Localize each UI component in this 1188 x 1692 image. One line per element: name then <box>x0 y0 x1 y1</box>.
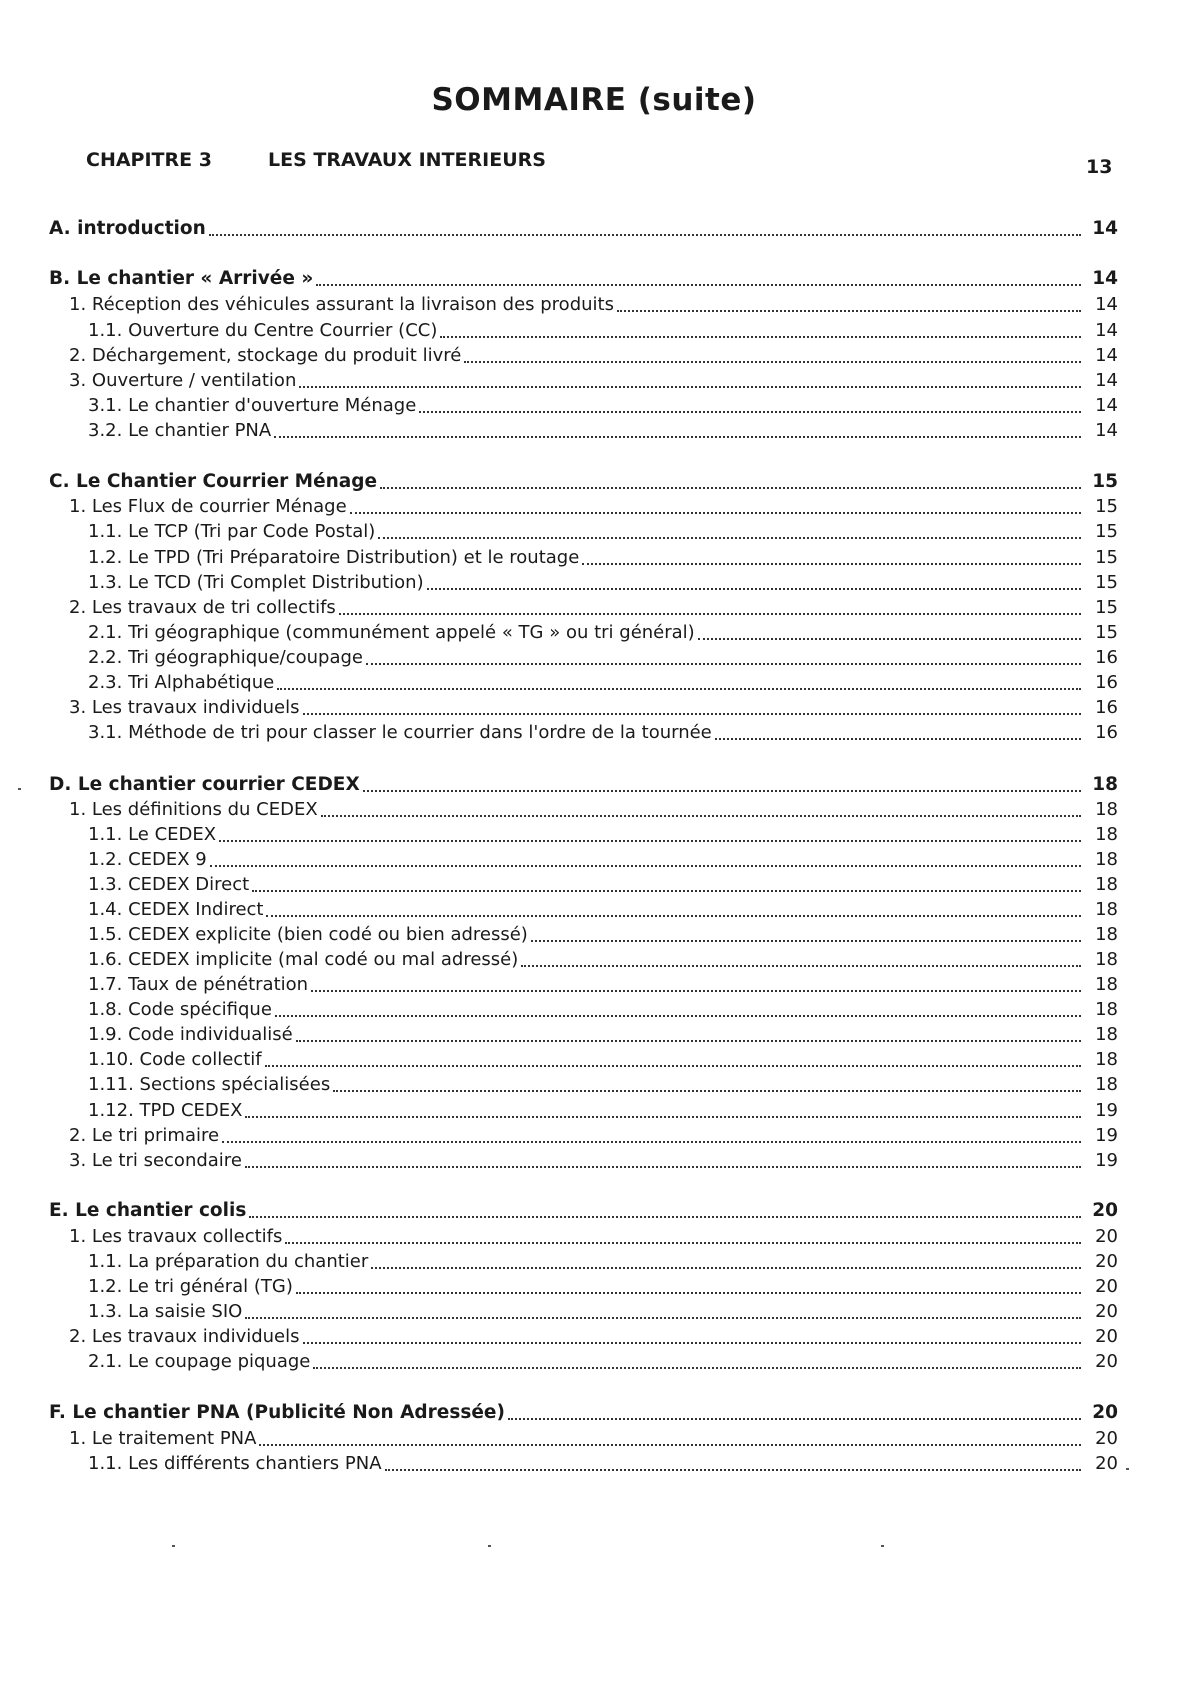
chapter-number: CHAPITRE 3 <box>86 149 212 171</box>
scan-speck <box>172 1545 175 1547</box>
toc-entry <box>88 1297 1118 1323</box>
toc-entry-page: 19 <box>1095 1125 1118 1146</box>
toc-entry-title: 1.6. CEDEX implicite (mal codé ou mal adressé) <box>88 949 519 970</box>
toc-entry-title: F. Le chantier PNA (Publicité Non Adressée) <box>49 1402 505 1423</box>
toc-entry-page: 20 <box>1095 1251 1118 1272</box>
dot-leader <box>296 1282 1081 1294</box>
dot-leader <box>285 1232 1081 1244</box>
dot-leader <box>427 578 1081 590</box>
dot-leader <box>296 1030 1081 1042</box>
toc-entry-title: 1.5. CEDEX explicite (bien codé ou bien adressé) <box>88 924 528 945</box>
dot-leader <box>303 703 1081 715</box>
toc-entry <box>69 366 1118 392</box>
toc-entry-title: 3.2. Le chantier PNA <box>88 420 272 441</box>
toc-entry-page: 18 <box>1095 824 1118 845</box>
toc-entry <box>88 1096 1118 1122</box>
dot-leader <box>321 805 1081 817</box>
toc-entry <box>88 1020 1118 1046</box>
toc-entry-page: 15 <box>1095 597 1118 618</box>
dot-leader <box>464 351 1081 363</box>
toc-entry-title: 1.2. CEDEX 9 <box>88 849 207 870</box>
toc-entry-title: 1.2. Le tri général (TG) <box>88 1276 293 1297</box>
toc-entry-page: 18 <box>1095 874 1118 895</box>
dot-leader <box>303 1332 1081 1344</box>
toc-entry <box>69 341 1118 367</box>
toc-entry-title: 1.9. Code individualisé <box>88 1024 293 1045</box>
toc-entry-title: 2.1. Tri géographique (communément appelé « TG » ou tri général) <box>88 622 695 643</box>
toc-entry <box>69 1424 1118 1450</box>
dot-leader <box>266 905 1081 917</box>
toc-entry-page: 19 <box>1095 1100 1118 1121</box>
toc-entry-page: 15 <box>1092 471 1118 492</box>
dot-leader <box>245 1156 1081 1168</box>
dot-leader <box>378 527 1081 539</box>
toc-entry <box>88 870 1118 896</box>
dot-leader <box>245 1106 1081 1118</box>
toc-entry <box>69 1146 1118 1172</box>
toc-entry-page: 14 <box>1095 320 1118 341</box>
toc-entry <box>88 945 1118 971</box>
toc-entry <box>69 593 1118 619</box>
toc-entry-title: 1.3. CEDEX Direct <box>88 874 250 895</box>
toc-entry-page: 18 <box>1095 949 1118 970</box>
toc-entry-title: 1.11. Sections spécialisées <box>88 1074 331 1095</box>
toc-entry-page: 18 <box>1095 974 1118 995</box>
toc-entry <box>88 995 1118 1021</box>
toc-section <box>49 1196 1118 1222</box>
dot-leader <box>209 224 1081 236</box>
toc-entry-title: 1.3. La saisie SIO <box>88 1301 243 1322</box>
toc-entry-page: 15 <box>1095 496 1118 517</box>
toc-entry-page: 14 <box>1095 370 1118 391</box>
toc-entry-page: 18 <box>1095 1024 1118 1045</box>
toc-entry-title: 1. Les définitions du CEDEX <box>69 799 318 820</box>
toc-entry-page: 16 <box>1095 672 1118 693</box>
toc-entry <box>88 970 1118 996</box>
dot-leader <box>521 955 1081 967</box>
toc-entry-page: 19 <box>1095 1150 1118 1171</box>
dot-leader <box>265 1055 1081 1067</box>
toc-entry-page: 20 <box>1095 1453 1118 1474</box>
toc-entry-page: 18 <box>1095 899 1118 920</box>
dot-leader <box>363 780 1081 792</box>
dot-leader <box>339 603 1081 615</box>
scan-speck <box>488 1545 491 1547</box>
toc-entry <box>88 1272 1118 1298</box>
scan-speck <box>1126 1468 1129 1470</box>
dot-leader <box>380 477 1081 489</box>
toc-entry-title: 1.10. Code collectif <box>88 1049 262 1070</box>
toc-entry-page: 15 <box>1095 572 1118 593</box>
toc-entry <box>88 1045 1118 1071</box>
dot-leader <box>245 1307 1081 1319</box>
toc-section <box>49 467 1118 493</box>
toc-entry <box>88 568 1118 594</box>
toc-entry-page: 14 <box>1095 395 1118 416</box>
dot-leader <box>274 426 1081 438</box>
dot-leader <box>299 376 1081 388</box>
toc-entry <box>88 391 1118 417</box>
toc-entry-page: 15 <box>1095 622 1118 643</box>
toc-entry-title: 1.12. TPD CEDEX <box>88 1100 243 1121</box>
toc-section <box>49 214 1118 240</box>
toc-entry-title: C. Le Chantier Courrier Ménage <box>49 471 378 492</box>
toc-section <box>49 264 1118 290</box>
toc-entry-title: 1. Réception des véhicules assurant la livraison des produits <box>69 294 614 315</box>
toc-entry-page: 14 <box>1095 294 1118 315</box>
dot-leader <box>617 300 1081 312</box>
toc-entry-title: D. Le chantier courrier CEDEX <box>49 774 360 795</box>
toc-entry <box>69 795 1118 821</box>
dot-leader <box>440 326 1081 338</box>
toc-entry-title: 1. Les Flux de courrier Ménage <box>69 496 347 517</box>
dot-leader <box>259 1434 1081 1446</box>
toc-entry <box>88 643 1118 669</box>
toc-entry-title: 3. Ouverture / ventilation <box>69 370 297 391</box>
toc-entry-title: 1.7. Taux de pénétration <box>88 974 309 995</box>
toc-entry-title: 1.1. Le CEDEX <box>88 824 217 845</box>
toc-entry-page: 18 <box>1095 849 1118 870</box>
toc-entry-title: 3.1. Le chantier d'ouverture Ménage <box>88 395 417 416</box>
dot-leader <box>222 1131 1081 1143</box>
dot-leader <box>419 401 1081 413</box>
toc-entry <box>88 517 1118 543</box>
toc-entry <box>88 820 1118 846</box>
toc-entry-page: 20 <box>1095 1276 1118 1297</box>
toc-entry-title: B. Le chantier « Arrivée » <box>49 268 314 289</box>
dot-leader <box>252 880 1081 892</box>
toc-entry-title: 3.1. Méthode de tri pour classer le courrier dans l'ordre de la tournée <box>88 722 712 743</box>
toc-entry <box>69 1121 1118 1147</box>
toc-entry-title: 2.1. Le coupage piquage <box>88 1351 311 1372</box>
dot-leader <box>582 553 1081 565</box>
toc-entry <box>88 543 1118 569</box>
toc-entry-title: E. Le chantier colis <box>49 1200 247 1221</box>
toc-entry-page: 20 <box>1092 1200 1118 1221</box>
toc-entry <box>88 668 1118 694</box>
dot-leader <box>366 653 1081 665</box>
dot-leader <box>508 1408 1081 1420</box>
toc-section <box>49 770 1118 796</box>
dot-leader <box>333 1080 1081 1092</box>
toc-entry <box>88 618 1118 644</box>
dot-leader <box>316 274 1081 286</box>
toc-entry-title: 1.3. Le TCD (Tri Complet Distribution) <box>88 572 424 593</box>
toc-entry-title: 2. Déchargement, stockage du produit livré <box>69 345 462 366</box>
toc-entry <box>69 693 1118 719</box>
toc-entry-title: 2. Les travaux de tri collectifs <box>69 597 336 618</box>
toc-section <box>49 1398 1118 1424</box>
scan-speck <box>18 788 21 790</box>
toc-entry-title: 1.1. La préparation du chantier <box>88 1251 369 1272</box>
toc-entry-page: 16 <box>1095 722 1118 743</box>
toc-entry-page: 18 <box>1095 1074 1118 1095</box>
toc-entry-page: 14 <box>1095 345 1118 366</box>
toc-entry-title: A. introduction <box>49 218 206 239</box>
dot-leader <box>385 1459 1081 1471</box>
page-title: SOMMAIRE (suite) <box>431 82 757 118</box>
toc-entry-page: 18 <box>1092 774 1118 795</box>
toc-entry <box>88 1247 1118 1273</box>
toc-entry <box>69 492 1118 518</box>
dot-leader <box>277 678 1081 690</box>
dot-leader <box>311 980 1081 992</box>
toc-entry-page: 20 <box>1095 1301 1118 1322</box>
toc-entry-title: 2. Les travaux individuels <box>69 1326 300 1347</box>
toc-entry <box>88 416 1118 442</box>
toc-entry-title: 1.1. Ouverture du Centre Courrier (CC) <box>88 320 438 341</box>
toc-entry-page: 14 <box>1092 268 1118 289</box>
toc-entry-title: 1.1. Les différents chantiers PNA <box>88 1453 382 1474</box>
dot-leader <box>313 1357 1081 1369</box>
toc-entry-title: 1.1. Le TCP (Tri par Code Postal) <box>88 521 376 542</box>
toc-entry-page: 16 <box>1095 697 1118 718</box>
toc-entry <box>69 1322 1118 1348</box>
toc-entry-title: 2.2. Tri géographique/coupage <box>88 647 363 668</box>
toc-entry-page: 20 <box>1092 1402 1118 1423</box>
dot-leader <box>531 930 1081 942</box>
toc-entry-page: 15 <box>1095 547 1118 568</box>
toc-entry <box>88 845 1118 871</box>
toc-entry <box>88 1070 1118 1096</box>
toc-entry-page: 18 <box>1095 1049 1118 1070</box>
toc-entry-page: 18 <box>1095 799 1118 820</box>
toc-entry-title: 1.4. CEDEX Indirect <box>88 899 264 920</box>
chapter-page: 13 <box>1086 156 1113 178</box>
dot-leader <box>371 1257 1081 1269</box>
dot-leader <box>275 1005 1081 1017</box>
dot-leader <box>698 628 1081 640</box>
chapter-title: LES TRAVAUX INTERIEURS <box>268 149 546 171</box>
toc-entry-page: 20 <box>1095 1326 1118 1347</box>
toc-entry-page: 20 <box>1095 1226 1118 1247</box>
dot-leader <box>249 1206 1081 1218</box>
toc-entry-page: 20 <box>1095 1351 1118 1372</box>
toc-entry-title: 2.3. Tri Alphabétique <box>88 672 275 693</box>
toc-entry <box>69 1222 1118 1248</box>
toc-entry <box>88 895 1118 921</box>
toc-entry-page: 15 <box>1095 521 1118 542</box>
toc-entry-page: 18 <box>1095 924 1118 945</box>
toc-entry-page: 16 <box>1095 647 1118 668</box>
dot-leader <box>350 502 1081 514</box>
dot-leader <box>210 855 1081 867</box>
toc-entry <box>88 316 1118 342</box>
toc-entry-page: 20 <box>1095 1428 1118 1449</box>
toc-entry-title: 1. Les travaux collectifs <box>69 1226 283 1247</box>
scan-speck <box>881 1545 884 1547</box>
toc-entry <box>69 290 1118 316</box>
toc-entry-page: 14 <box>1095 420 1118 441</box>
toc-entry-title: 1.2. Le TPD (Tri Préparatoire Distribution) et le routage <box>88 547 580 568</box>
toc-entry <box>88 1449 1118 1475</box>
toc-entry <box>88 1347 1118 1373</box>
toc-entry-title: 3. Le tri secondaire <box>69 1150 242 1171</box>
toc-entry <box>88 718 1118 744</box>
dot-leader <box>715 728 1081 740</box>
toc-entry-title: 3. Les travaux individuels <box>69 697 300 718</box>
dot-leader <box>219 830 1081 842</box>
toc-entry-title: 1.8. Code spécifique <box>88 999 272 1020</box>
toc-entry-page: 14 <box>1092 218 1118 239</box>
toc-entry-title: 2. Le tri primaire <box>69 1125 220 1146</box>
toc-entry-title: 1. Le traitement PNA <box>69 1428 257 1449</box>
toc-entry <box>88 920 1118 946</box>
toc-entry-page: 18 <box>1095 999 1118 1020</box>
